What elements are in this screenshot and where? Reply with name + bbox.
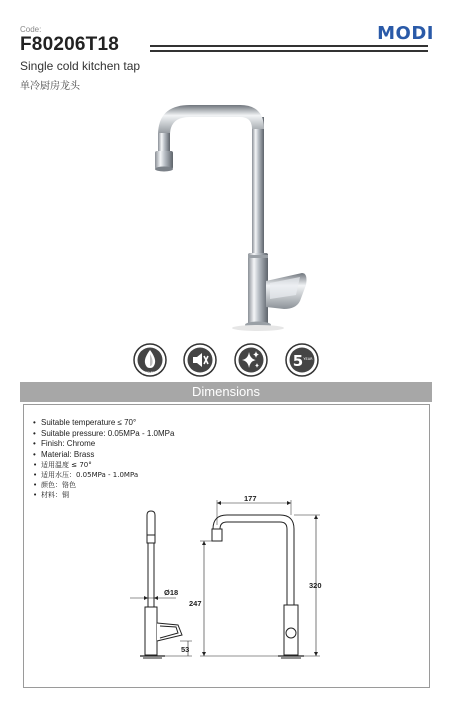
spec-item: • Finish: Chrome [33,439,96,448]
code-label: Code: [20,25,42,34]
dim-diameter-label: Ø18 [164,588,179,597]
sparkle-icon [234,343,268,377]
product-image [120,95,330,340]
water-drop-badge-icon [133,343,167,377]
product-code: F80206T18 [20,34,119,55]
side-view [130,511,192,658]
spec-item-cn: • 适用水压：0.05MPa - 1.0MPa [33,471,139,479]
lead-free-text: LEAD FREE [141,370,159,375]
spec-item-cn: • 颜色：铬色 [33,481,76,489]
feature-badges [130,343,326,379]
title-rule-top [150,45,428,47]
spec-item: • Suitable temperature ≤ 70° [33,418,137,427]
product-name-cn: 单冷厨房龙头 [20,81,80,92]
mute-speaker-icon [183,343,217,377]
front-view [200,500,320,658]
title-rule-bottom [150,50,428,52]
spec-list [33,418,174,500]
spec-item-cn: • 适用温度 ≤ 70° [33,461,92,469]
warranty-year-label: YEAR [303,357,313,361]
technical-drawing [120,495,340,665]
dimensions-heading: Dimensions [20,382,432,402]
warranty-number: 5 [292,352,304,370]
spec-item: • Suitable pressure: 0.05MPa - 1.0MPa [33,428,175,438]
dim-reach-label: 177 [244,495,257,503]
dim-outlet-height-label: 247 [189,599,202,608]
spec-item-cn: • 材料：铜 [33,491,69,499]
dim-base-label: 53 [181,645,190,654]
brand-logo: MODI [377,23,434,44]
spec-item: • Material: Brass [33,449,95,459]
five-year-warranty-icon [285,343,319,377]
product-name-en: Single cold kitchen tap [20,59,141,73]
dim-total-height-label: 320 [309,581,322,590]
